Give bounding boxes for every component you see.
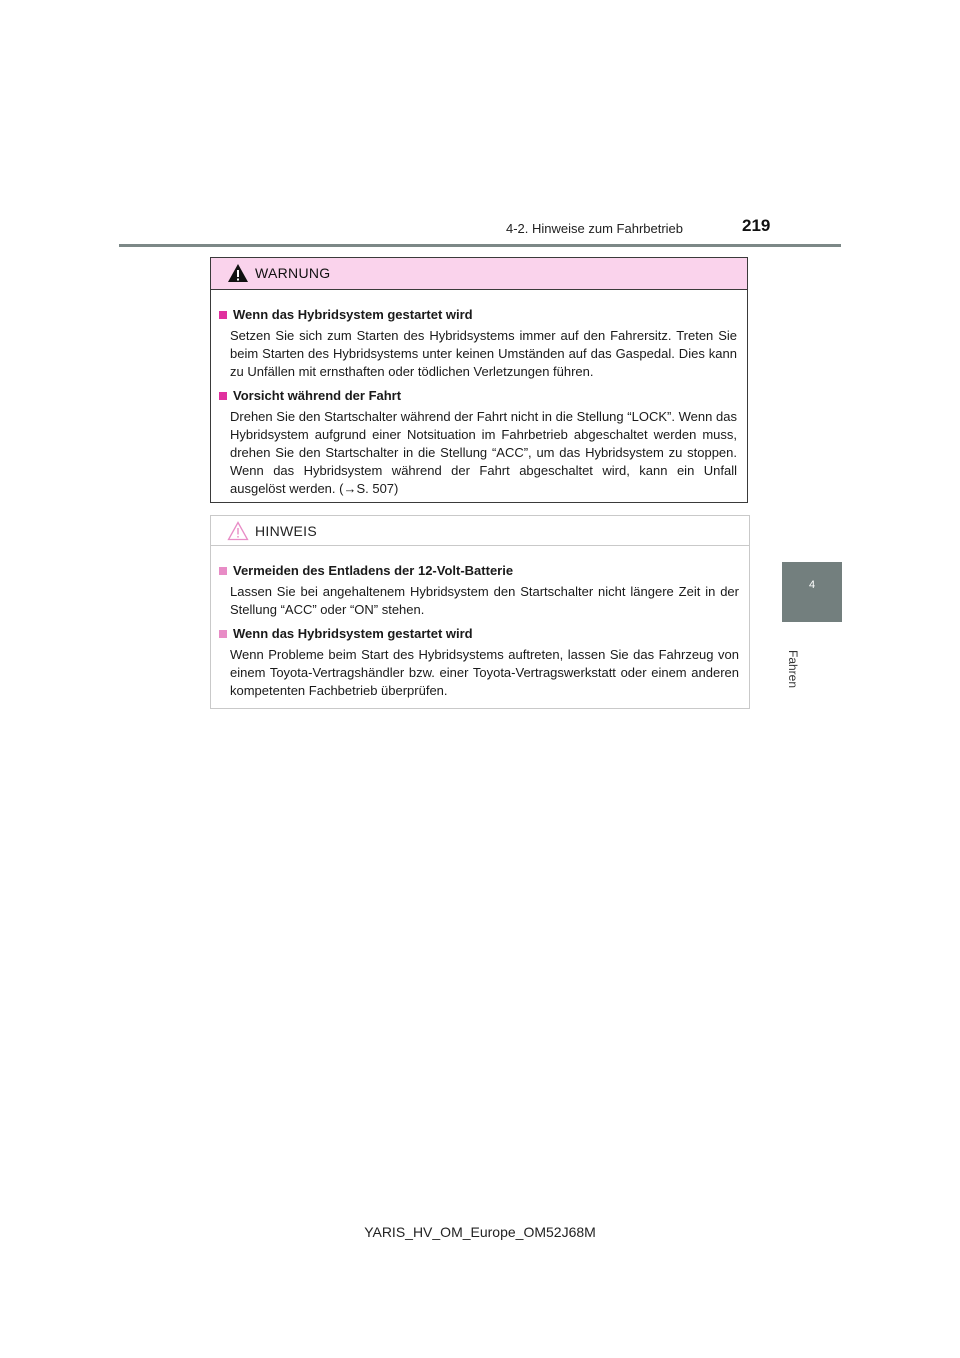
bullet-square-icon [219,630,227,638]
note-item-text: Wenn Probleme beim Start des Hybridsystems auftreten, lassen Sie das Fahrzeug von einem Toyota-Vertragshändler bzw. einer Toyota-Vertragswerkstatt oder einem anderen kompetenten Fachbetrieb überprüfen. [230,647,739,698]
chapter-number: 4 [808,579,816,591]
note-item-heading-text: Vermeiden des Entladens der 12-Volt-Batterie [233,563,514,578]
warning-item-heading-text: Wenn das Hybridsystem gestartet wird [233,307,473,322]
warning-item-text: Drehen Sie den Startschalter während der Fahrt nicht in die Stellung “LOCK”. Wenn das Hybridsystem aufgrund einer Notsituation im Fahrbetrieb abgeschaltet werden muss, drehen Sie den Startschalter in die Stellung “ACC”, um das Hybridsystem zu stoppen. Wenn das Hybridsystem während der Fahrt abgeschaltet wird, kann ein Unfall ausgelöst werden. (→S. 507) [230,409,737,496]
bullet-square-icon [219,311,227,319]
note-item-heading [219,562,739,580]
chapter-label [786,650,806,690]
warning-triangle-icon [227,263,249,283]
bullet-square-icon [219,392,227,400]
note-header [211,516,749,546]
header-section-title: 4-2. Hinweise zum Fahrbetrieb [506,221,684,236]
note-box [210,515,750,709]
warning-title: WARNUNG [255,265,331,281]
warning-item-text: Setzen Sie sich zum Starten des Hybridsystems immer auf den Fahrersitz. Treten Sie beim Starten des Hybridsystems unter keinen Umständen auf das Gaspedal. Dies kann zu Unfällen mit ernsthaften oder tödlichen Verletzungen führen. [230,328,737,379]
header-rule [119,244,841,247]
note-title: HINWEIS [255,523,317,539]
warning-item-heading-text: Vorsicht während der Fahrt [233,388,402,403]
note-item-text: Lassen Sie bei angehaltenem Hybridsystem den Startschalter nicht längere Zeit in der Stellung “ACC” oder “ON” stehen. [230,584,739,617]
chapter-label-text: Fahren [786,650,800,689]
page-number: 219 [742,216,771,235]
warning-body [211,290,747,498]
caution-triangle-outline-icon [227,521,249,541]
warning-item-heading [219,306,737,324]
warning-box [210,257,748,503]
note-item-heading-text: Wenn das Hybridsystem gestartet wird [233,626,473,641]
chapter-tab [782,562,842,622]
note-body [211,546,749,700]
warning-item-heading [219,387,737,405]
warning-header [211,258,747,290]
note-item-heading [219,625,739,643]
footer-document-id: YARIS_HV_OM_Europe_OM52J68M [364,1224,596,1240]
bullet-square-icon [219,567,227,575]
